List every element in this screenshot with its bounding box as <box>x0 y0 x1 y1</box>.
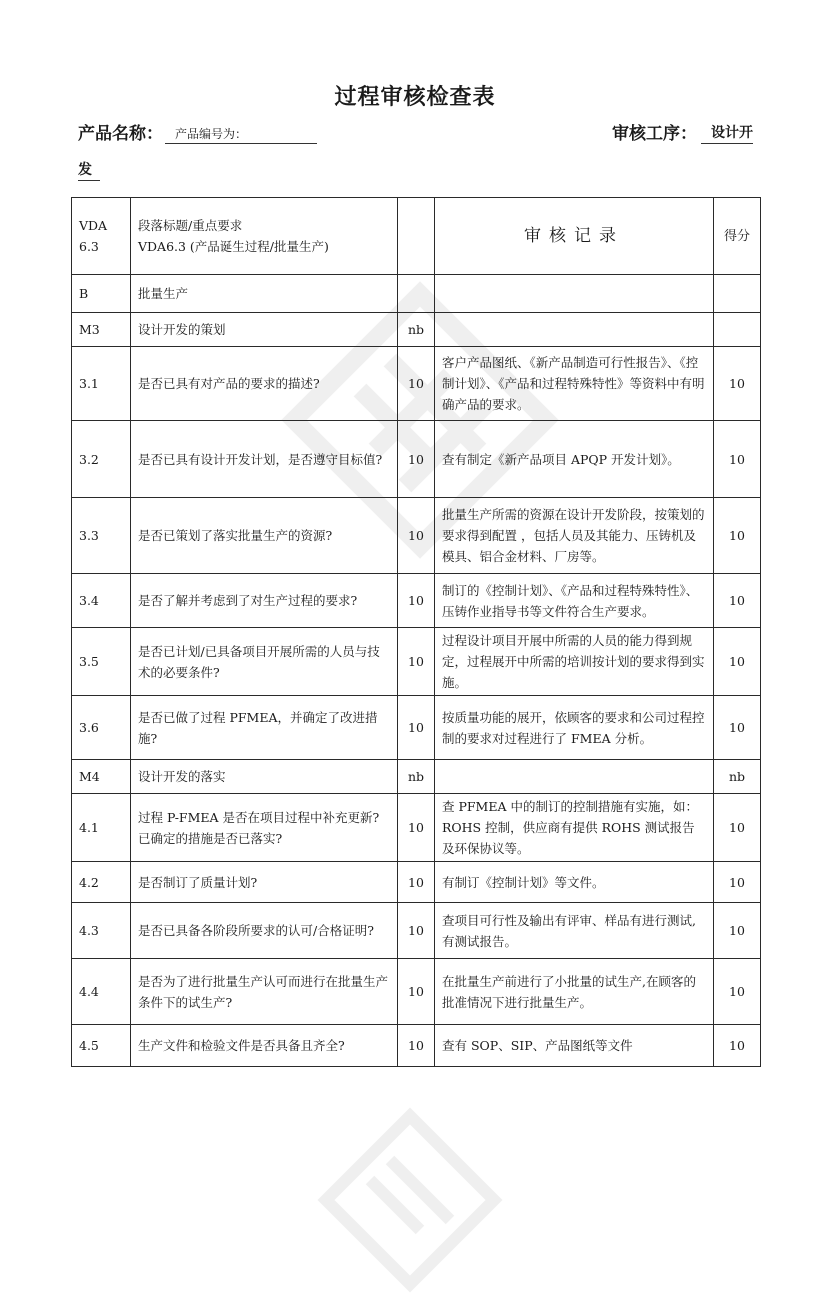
cell-score: 10 <box>714 862 761 903</box>
cell-section-id: 3.4 <box>72 574 131 628</box>
header-score: 得分 <box>714 198 761 275</box>
cell-question: 是否制订了质量计划? <box>131 862 398 903</box>
cell-audit-record <box>435 275 714 313</box>
table-row <box>72 628 761 696</box>
cell-score <box>714 313 761 347</box>
cell-score: 10 <box>714 1025 761 1067</box>
cell-question: 是否已具有对产品的要求的描述? <box>131 347 398 421</box>
cell-score: 10 <box>714 574 761 628</box>
table-row <box>72 760 761 794</box>
watermark-logo-icon <box>310 1100 510 1300</box>
cell-audit-record: 制订的《控制计划》、《产品和过程特殊特性》、压铸作业指导书等文件符合生产要求。 <box>435 574 714 628</box>
cell-max-score: 10 <box>398 1025 435 1067</box>
cell-section-id: M3 <box>72 313 131 347</box>
table-row <box>72 794 761 862</box>
header-audit-record: 审核记录 <box>435 198 714 275</box>
product-name-field <box>78 119 317 144</box>
cell-audit-record: 客户产品图纸、《新产品制造可行性报告》、《控制计划》、《产品和过程特殊特性》等资料中有明确产品的要求。 <box>435 347 714 421</box>
cell-question: 设计开发的落实 <box>131 760 398 794</box>
cell-question: 生产文件和检验文件是否具备且齐全? <box>131 1025 398 1067</box>
cell-audit-record: 按质量功能的展开，依顾客的要求和公司过程控制的要求对过程进行了 FMEA 分析。 <box>435 696 714 760</box>
product-name-label: 产品名称： <box>78 124 163 144</box>
table-row <box>72 313 761 347</box>
document-meta <box>78 119 753 147</box>
audit-process-value: 设计开 <box>701 124 753 144</box>
cell-max-score: 10 <box>398 903 435 959</box>
header-vda-section: VDA 6.3 <box>72 198 131 275</box>
cell-score: 10 <box>714 794 761 862</box>
cell-audit-record <box>435 313 714 347</box>
cell-score: 10 <box>714 959 761 1025</box>
cell-audit-record: 有制订《控制计划》等文件。 <box>435 862 714 903</box>
cell-score <box>714 275 761 313</box>
audit-checklist-table <box>71 197 761 1067</box>
cell-section-id: 4.3 <box>72 903 131 959</box>
cell-section-id: M4 <box>72 760 131 794</box>
table-row <box>72 498 761 574</box>
audit-process-value-wrap: 发 <box>78 160 100 181</box>
cell-max-score: nb <box>398 760 435 794</box>
cell-score: 10 <box>714 628 761 696</box>
cell-question: 批量生产 <box>131 275 398 313</box>
table-row <box>72 347 761 421</box>
audit-process-field <box>612 119 753 144</box>
cell-question: 是否已做了过程 PFMEA，并确定了改进措施? <box>131 696 398 760</box>
cell-max-score: 10 <box>398 574 435 628</box>
cell-section-id: B <box>72 275 131 313</box>
cell-score: 10 <box>714 903 761 959</box>
cell-audit-record: 查有制定《新产品项目 APQP 开发计划》。 <box>435 421 714 498</box>
cell-question: 是否已具备各阶段所要求的认可/合格证明? <box>131 903 398 959</box>
cell-question: 是否已计划/已具备项目开展所需的人员与技术的必要条件? <box>131 628 398 696</box>
cell-question: 过程 P-FMEA 是否在项目过程中补充更新? 已确定的措施是否已落实? <box>131 794 398 862</box>
cell-score: 10 <box>714 421 761 498</box>
cell-score: 10 <box>714 696 761 760</box>
cell-section-id: 4.1 <box>72 794 131 862</box>
cell-section-id: 4.4 <box>72 959 131 1025</box>
cell-section-id: 3.5 <box>72 628 131 696</box>
cell-max-score: 10 <box>398 696 435 760</box>
product-name-value: 产品编号为： <box>165 126 317 144</box>
document-title: 过程审核检查表 <box>334 85 496 110</box>
cell-section-id: 4.2 <box>72 862 131 903</box>
table-row <box>72 421 761 498</box>
cell-audit-record: 在批量生产前进行了小批量的试生产,在顾客的批准情况下进行批量生产。 <box>435 959 714 1025</box>
cell-section-id: 3.2 <box>72 421 131 498</box>
audit-process-label: 审核工序： <box>612 124 697 144</box>
cell-audit-record: 批量生产所需的资源在设计开发阶段，按策划的要求得到配置 ，包括人员及其能力、压铸机及模具、铝合金材料、厂房等。 <box>435 498 714 574</box>
table-row <box>72 903 761 959</box>
cell-question: 设计开发的策划 <box>131 313 398 347</box>
table-row <box>72 959 761 1025</box>
cell-max-score: 10 <box>398 498 435 574</box>
header-max-score <box>398 198 435 275</box>
cell-score: 10 <box>714 347 761 421</box>
cell-max-score: 10 <box>398 347 435 421</box>
cell-question: 是否已具有设计开发计划，是否遵守目标值? <box>131 421 398 498</box>
table-row <box>72 275 761 313</box>
header-requirement: 段落标题/重点要求 VDA6.3 (产品诞生过程/批量生产) <box>131 198 398 275</box>
cell-score: 10 <box>714 498 761 574</box>
cell-question: 是否为了进行批量生产认可而进行在批量生产条件下的试生产? <box>131 959 398 1025</box>
cell-max-score: 10 <box>398 628 435 696</box>
cell-section-id: 4.5 <box>72 1025 131 1067</box>
table-row <box>72 1025 761 1067</box>
cell-section-id: 3.3 <box>72 498 131 574</box>
table-row <box>72 862 761 903</box>
cell-score: nb <box>714 760 761 794</box>
cell-max-score: 10 <box>398 959 435 1025</box>
cell-max-score: nb <box>398 313 435 347</box>
table-header-row <box>72 198 761 275</box>
table-row <box>72 696 761 760</box>
cell-question: 是否了解并考虑到了对生产过程的要求? <box>131 574 398 628</box>
cell-section-id: 3.1 <box>72 347 131 421</box>
cell-audit-record: 查有 SOP、SIP、产品图纸等文件 <box>435 1025 714 1067</box>
cell-max-score: 10 <box>398 862 435 903</box>
cell-audit-record: 过程设计项目开展中所需的人员的能力得到规定，过程展开中所需的培训按计划的要求得到实施。 <box>435 628 714 696</box>
cell-max-score: 10 <box>398 421 435 498</box>
table-row <box>72 574 761 628</box>
cell-section-id: 3.6 <box>72 696 131 760</box>
cell-max-score: 10 <box>398 794 435 862</box>
cell-audit-record <box>435 760 714 794</box>
cell-max-score <box>398 275 435 313</box>
cell-question: 是否已策划了落实批量生产的资源? <box>131 498 398 574</box>
cell-audit-record: 查 PFMEA 中的制订的控制措施有实施，如：ROHS 控制，供应商有提供 ROHS 测试报告及环保协议等。 <box>435 794 714 862</box>
cell-audit-record: 查项目可行性及输出有评审、样品有进行测试,有测试报告。 <box>435 903 714 959</box>
